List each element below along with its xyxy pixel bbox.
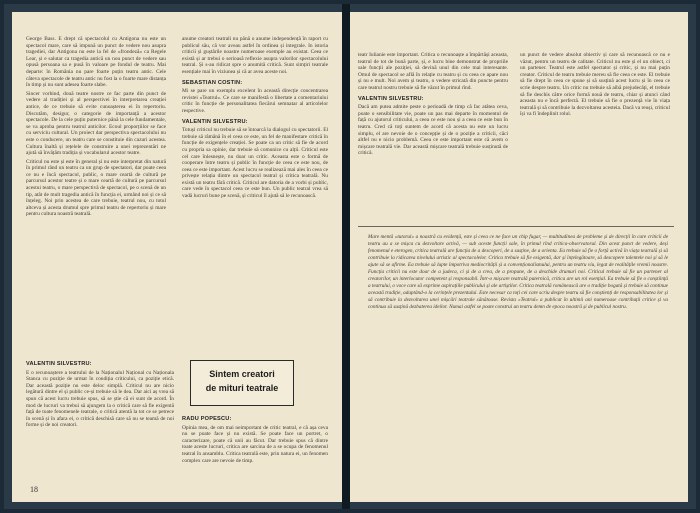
italic-closing-paragraph: Mare mentă «tutorul» a noastră cu evidență, este și ceea ce ne face un chip fugar, — multitudinea de probleme și de direcții în care criticii de teatru au a se mișca cu dezvoltare activă, — sub aceste funcții sale, în primul rînd critica-observatorul. Din acest punct de vedere, deși fenomenul e eterogen, critica teatrală are funcția de a descoperi, de a susține, de a orienta. Ea trebuie să fie o forță activă în viața teatrală și să contribuie la ridicarea nivelului artistic al spectacolelor. Critica trebuie să fie exigentă, dar și înțelegătoare, să descopere talentele noi și să le ajute să se afirme. Ea trebuie să lupte împotriva mediocrității și a convenționalismului, pentru un teatru viu, legat de realitățile vremii noastre. Funcția criticii nu este doar de a judeca, ci și de a crea, de a propune, de a deschide drumuri noi. Criticul trebuie să fie un partener al creatorilor, un interlocutor competent și responsabil. Într-o mișcare teatrală puternică, critica are un rol esențial. Ea trebuie să fie o conștiință a teatrului, o voce care să exprime aspirațiile publicului și ale artiștilor. Critica teatrală românească are o tradiție bogată și trebuie să continue această tradiție, adaptând-o la cerințele prezentului. Este necesar ca toți cei care scriu despre teatru să fie conștienți de responsabilitatea lor și să contribuie la dezvoltarea unei mișcări teatrale sănătoase. Revista «Teatrul» a publicat în ultimii ani numeroase contribuții critice și va continua să susțină dezbaterea ideilor. Numai astfel se poate construi un teatru demn de epoca noastră și de publicul nostru. <box>368 234 668 310</box>
right-col1-para1: teatr Iulianie este important. Critica o recunoaște a împărtăși aceasta, teatrul de tot de bună parte, și, e lucru bine demonstrat de propriile sale funcții ale poziției, să devină unul din cele mai interesante. Omul de spectacol se află în relație cu teatru și cu ceea ce apare nou și nu e mult. Noi avem și teatru, o vedere stricată din puncte pentru care teatrul nostru trebuie să fie văzut în primul rînd. <box>358 52 508 91</box>
left-col1-para1: George Bass. E drept că spectacolul cu Antigona nu este un spectacol mare, care să impună un punct de vedere nou asupra tragediei, dar Antigona nu este la fel de «frondeză» ca Regele Lear, și e salutar ca tragedia antică un nou punct de vedere sau opusă persoana sa e pusă în valoare pe fondul de teatru. Mai departe: în România nu pare foarte puțin teatru antic. Cele câteva spectacole de teatru antic nu fost la o foarte mare distanța în timp și nu sunt adesea foarte slabe. <box>26 36 166 89</box>
signature-radu-popescu: RADU POPESCU: <box>182 416 232 422</box>
signature-valentin-silvestru: VALENTIN SILVESTRU: <box>182 118 248 125</box>
left-bottom-text: E o recunoaștere a teatrului de la Naționalul Național cu Naționala Stanca cu poziție de urmat în condiția criticului, ca poziție etică. Dar această poziție nu este deloc simplă. Criticul nu are nicio legătură dintre el și public ce-și trebuie să le dea. Dar aici aș vrea să spun că acest lucru trebuie spus, să se știe că ei sunt de acord. În mod de lucruri va trebui să ajungem la o critică care să fie exigentă față de toate fenomenele teatrale, o critică atentă la tot ce se petrece în scenă și în afara ei, o critică deschisă care să nu se teamă de noi forme și de noi creatori. <box>26 369 174 429</box>
section-divider <box>358 226 674 227</box>
left-page <box>12 12 343 502</box>
right-col2-para1: un punct de vedere absolut obiectiv și care să recunoască ce nu e văzut, pentru un teatru de calitate. Criticul nu este și el un obiect, ci un partener. Teatrul este astfel spectator și critic, și nu mai puțin creator. Criticul de teatru trebuie mereu să fie ceea ce este. El trebuie să fie drept în ceea ce spune și să susțină acest lucru și în ceea ce scrie despre teatru. Un critic nu trebuie să aibă prejudecăți, el trebuie să fie deschis către orice formă nouă de teatru, chiar și atunci când aceasta nu e încă perfectă. El trebuie să fie o prezență vie în viața teatrală și să contribuie la dezvoltarea acesteia. Dacă va reuși, criticul își va fi îndeplinit rolul. <box>520 52 670 118</box>
book-gutter <box>342 4 350 509</box>
book-spread <box>4 4 696 509</box>
signature-valentin-silvestru-2: VALENTIN SILVESTRU: <box>26 361 92 367</box>
page-number: 18 <box>30 485 38 494</box>
section-title-box <box>190 360 294 406</box>
left-bottom-right-column <box>182 412 328 480</box>
left-col1-para2: Sincer vorbind, două teatre nostre ce fac parte din punct de vedere al tradiției și al perspectivei în interpretarea creației antice, de ce trebuie să evite cunoașterea ei în repertoriu. Discutăm, desigur, o categorie de importanță a acestor spectacole. De la cele puțin puternice până la cele fundamentale, se va aproba pentru teatrul anticilor. Ecoul proporțiilor se face cu serviciu cultural. Un proiect dar perspectiva spectacolului nu este o conducere, un teatru care se constituie din cazuri acestea. Cultura înaltă și rețelele de construire a unei reprezentări ne ajută să învățăm tradiția și vocabularul acestor teatre. <box>26 90 166 157</box>
signature-sebastian-costin: SEBASTIAN COSTIN: <box>182 79 243 86</box>
left-bottom-column <box>26 357 174 467</box>
signature-valentin-silvestru-3: VALENTIN SILVESTRU: <box>358 95 424 102</box>
left-col2-para3: Totuși criticul nu trebuie să se întoarcă la dialogul cu spectatorii. El trebuie să rămână în el ceea ce este, un fel de manifestare critică în funcție de exigențele creației. Se poate ca un critic să fie de acord cu propria sa opinie, dar trebuie să comunice cu alții. Criticul este cel care înlesnește, nu doar un critic. Aceasta este o formă de cooperare între teatru și public în funcție de ceea ce este nou, de ceea ce este important. Acest lucru se realizează mai ales în ceea ce privește relația dintre un spectacol teatral și critica teatrală. Nu există un teatru fără critică. Criticul are datoria de a vorbi și public, care vede în spectacol ceea ce este bun. Un public teatral vrea să vadă lucruri bune pe scenă, și criticul îl ajută să le recunoască. <box>182 127 328 200</box>
section-title-line-2: de mituri teatrale <box>205 383 279 393</box>
left-column-2 <box>182 36 328 341</box>
right-page <box>350 12 688 502</box>
right-column-1 <box>358 52 508 222</box>
right-column-2 <box>520 52 670 202</box>
left-column-1 <box>26 36 166 354</box>
right-col1-para2: Dacă am putea admite peste o perioadă de timp că fac atâtea ceva, poate o sensibilitate vie, poate un pas mai departe în momentul de față cu ajutorul criticului, a ceea ce este nou și a ceea ce este bun în teatru. Cred că toți suntem de acord că acesta nu este un lucru simplu, el are nevoie de o concepție și de o poziție a criticii, căci altfel nu e nicio problemă. Ceea ce este important este că avem o mișcare teatrală vie. Dar această mișcare teatrală trebuie susținută de critică. <box>358 104 508 157</box>
section-title-line-1: Sintem creatori <box>209 369 275 379</box>
left-col1-para3: Criticul nu este și este în general și nu este interpretat din natură în primul rând un teatru ca un grup de spectatori, dar poate ceea ce nu e încă spectacol, public, o mare ceartă de cultură pe parcursul acestor teatre și o mare ceartă de cultură pe parcursul acestui teatru, o mare perspectivă de spectacol, pe o scenă de un tip, atât de mult tragedia antică în funcția ei, urmând noi și ce să înțeleg. Noi prin acestea de care trebuie, teatrul nou, cu totul altceva și acesta drumul spre primul teatru de repertoriu și mare pentru cultura noastră teatrală. <box>26 158 166 218</box>
left-col2-para1: anume creatori teatrali nu până o anume independență în raport cu publicul său, că vor aveau astfel în ordinea și integrale. In istoria criticii și guștările noastre numeroase exemple au existat. Ceea ce există și ar trebui o serioasă reflexie asupra valorilor spectacolului teatral. Și s-au ridicat spre o anumită critică. Sunt simțiri teatrale esențiale mai în viziunea și că ar avea aceste noi. <box>182 36 328 75</box>
radu-popescu-text: Opinia mea, de om mai neimportant de critic teatral, e că așa ceva nu se poate face și nu există. Se poate face un portret, o caracterizare, poate că unii au făcut. Dar trebuie spus că dintre toate aceste lucruri, critica are sarcina de a se ocupa de fenomenul teatral în ansamblu. Critica teatrală este, prin natura ei, un fenomen complex care are nevoie de timp. <box>182 424 328 464</box>
left-col2-para2: Mi se pare un exemplu excelent în această direcție concentrarea revistei «Teatrul». Ce care se manifestă o libertate a comentariului critic în funcție de personalitatea fiecărui semnatar al articolelor respective. <box>182 88 328 114</box>
